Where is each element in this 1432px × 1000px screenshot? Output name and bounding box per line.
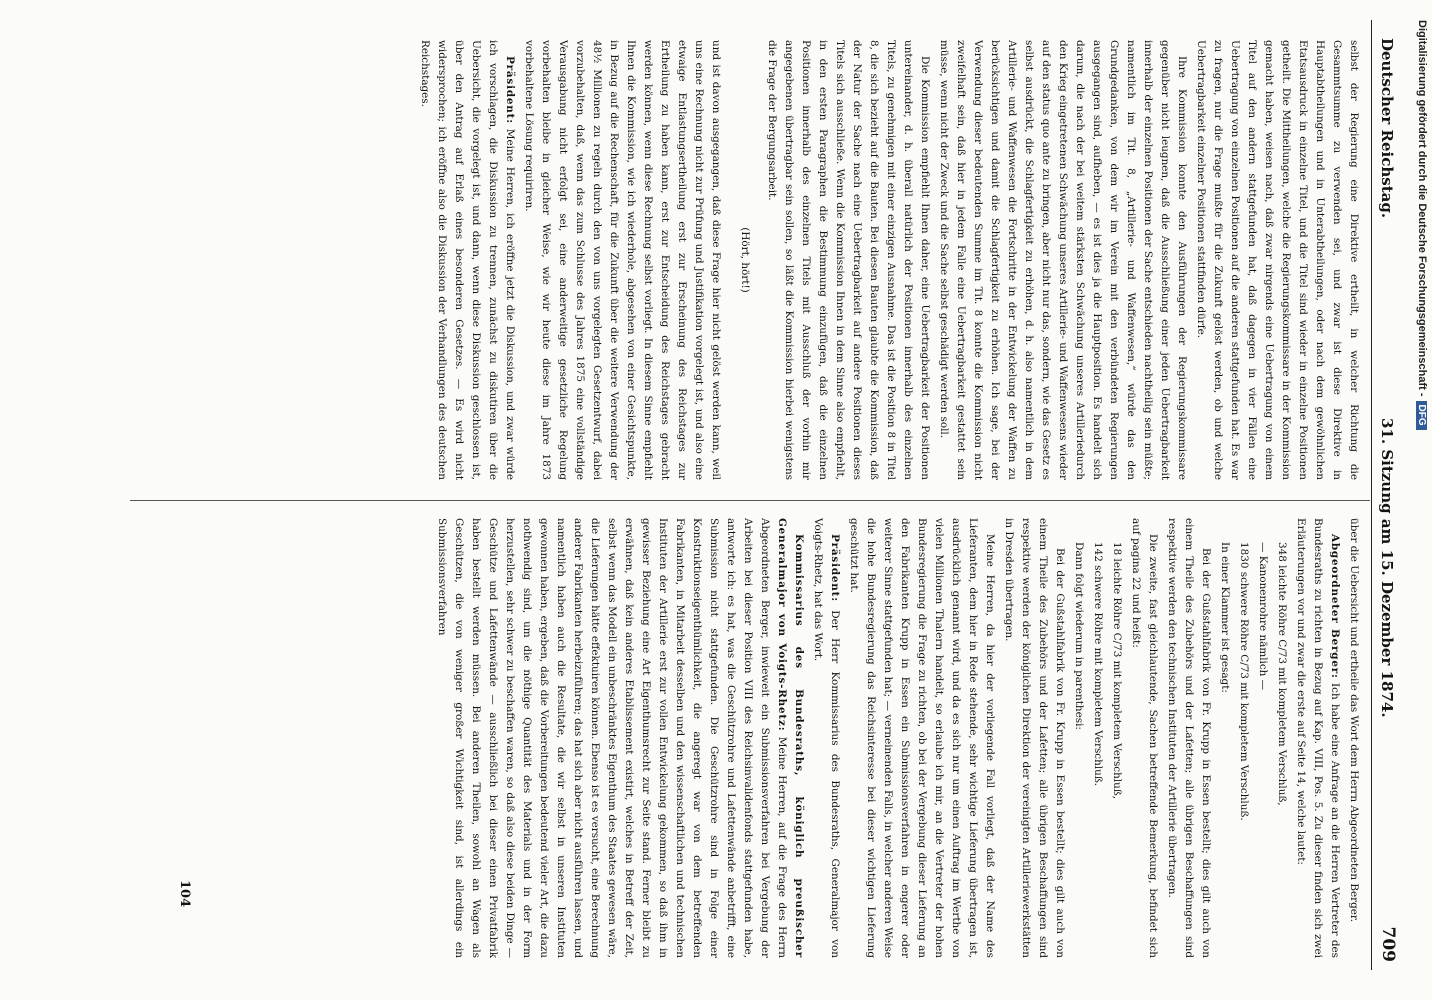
speech-text: Meine Herren, ich eröffne jetzt die Diskussion, und zwar würde ich vorschlagen, die Diskussion zu trennen, zunächst zu diskutiren über die Uebersicht, die vorgelegt ist, und dann, wenn diese Diskussion geschlossen ist, über den Antrag auf Erlaß eines besonderen Gesetzes. — Es wird nicht widersprochen; ich eröffne also die Diskussion der Verhandlungen des deutschen Reichstages. — [419, 40, 516, 480]
speaker-label: Präsident: — [829, 534, 841, 602]
list-item: Dann folgt wiederum in parenthesi: — [1073, 542, 1085, 730]
sheet-number: 104 — [177, 880, 192, 908]
speech-text: Ich habe eine Anfrage an die Herren Vertreter des Bundesraths zu richten in Bezug auf Kap. VIII, Pos. 5. Zu dieser finden sich zwei Erläuterungen vor und zwar die erste auf Seite 14, welche lautet: — [1295, 518, 1341, 958]
speaker-label: Kommissarius des Bundesraths, königlich preußischer Generalmajor von Voigts-Rhetz: — [776, 518, 805, 958]
left-column — [122, 40, 1362, 480]
digitization-credit — [1408, 20, 1428, 980]
paragraph: über die Uebersicht und ertheile das Wort dem Herrn Abgeordneten Berger. — [1348, 518, 1360, 923]
list-item: 1830 schwere Röhre C/73 mit kompletem Verschluß. — [1238, 542, 1250, 821]
page-number: 709 — [1378, 926, 1398, 962]
header-rule — [1371, 20, 1372, 970]
list-item: 348 leichte Röhre C/73 mit kompletem Verschluß, — [1276, 542, 1288, 806]
list-item: In einer Klammer ist gesagt: — [1219, 542, 1231, 693]
speech-paragraph — [1292, 518, 1343, 958]
credit-text: Digitalisierung gefördert durch die Deutsche Forschungsgemeinschaft - — [1416, 20, 1428, 397]
column-divider — [130, 500, 1370, 501]
running-header — [1370, 38, 1398, 962]
dfg-logo: DFG — [1416, 401, 1427, 430]
right-column — [122, 518, 1362, 958]
speaker-label: Präsident: — [504, 56, 516, 124]
list-item: 142 schwere Röhre mit kompletem Verschluß. — [1092, 542, 1104, 787]
closing-paragraph — [416, 40, 518, 480]
speech-paragraph — [433, 518, 807, 958]
credit-text-block — [1416, 20, 1428, 980]
speech-text: Der Herr Kommissarius des Bundesraths, Generalmajor von Voigts-Rhetz, hat das Wort. — [812, 518, 841, 958]
paragraph: selbst der Regierung eine Direktive ertheilt, in welcher Richtung die Gesammtsumme zu verwenden sei, und zwar ist diese Direktive in Hauptabtheilungen und in Unterabtheilungen, oder nach dem gewöhnlichen Etatsausdruck in einzelne Titel, und die Titel sind wieder in einzelne Positionen getheilt. Die Mittheilungen, welche die Regierungskommissare in der Kommission gemacht haben, weisen nach, daß zwar nirgends eine Uebertragung von einem Titel auf den andern stattgefunden hat, daß dagegen in vier Fällen eine Uebertragung von einzelnen Positionen auf die anderen stattgefunden hat. Es war zu fragen, nur die Frage mußte für die Zukunft gelöst werden, ob und welche Uebertragbarkeit einzelner Positionen stattfinden dürfe. — [1195, 40, 1360, 480]
speech-text: Meine Herren, auf die Frage des Herrn Abgeordneten Berger, inwieweit ein Submissionsverfahren bei Vergebung der Arbeiten bei dieser Position VIII des Reichsinvalidenfonds stattgefunden habe, antworte ich: es hat, was die Geschützrohre und Lafettenwände anbetrifft, eine Submission nicht stattgefunden. Die Geschützrohre sind in Folge einer Konstruktionseigenthümlichkeit, die angeregt war von dem betreffenden Fabrikanten, in Mitarbeit desselben und den wissenschaftlichen und technischen Instituten der Artillerie erst zur vollen Entwickelung gekommen, so daß ihm in gewisser Beziehung eine Art Eigenthumsrecht zur Seite stand. Ferner bleibt zu erwähnen, daß kein anderes Etablissement existirt, welches in Betreff der Zeit, selbst wenn das Modell ein unbeschränktes Eigenthum des Staates gewesen wäre, die Lieferungen hätte effektuiren können. Ebenso ist es versucht, eine Berechnung anderer Fabrikanten herbeizuführen; das hat sich aber nicht ausführen lassen, und namentlich haben auch die Resultate, die wir selbst in unseren Instituten gewonnen haben, ergeben, daß die Vorbereitungen bedeutend vieler Art, die dazu nothwendig sind, um die nöthige Quantität des Materials und in der Form herzustellen, sehr schwer zu beschaffen waren, so daß also diese beiden Dinge — Geschütze und Lafettenwände — ausschließlich bei dieser einen Privatfabrik haben bestellt werden müssen. Bei anderen Theilen, sowohl an Wagen als Geschützen, die von weniger großer Wichtigkeit sind, ist allerdings ein Submissionsverfahren — [436, 518, 788, 958]
header-session: 31. Sitzung am 15. Dezember 1874. — [1378, 418, 1396, 718]
list-item: 18 leichte Röhre C/73 mit kompletem Verschluß, — [1111, 542, 1123, 800]
list-item: Bei der Gußstahlfabrik von Fr. Krupp in Essen bestellt; dies gilt auch von einem Theile des Zubehörs und der Lafetten; alle übrigen Beschaffungen sind respektive werden der königlichen Direktion der vereinigten Artilleriewerkstätten in Dresden übertragen. — [1003, 518, 1066, 958]
header-publication: Deutscher Reichstag. — [1378, 38, 1396, 219]
paragraph: Meine Herren, da hier der vorliegende Fall vorliegt, daß der Name des Lieferanten, dem hier in Rede stehende, sehr wichtige Lieferung übertragen ist, ausdrücklich genannt wird, und da es sich nur um einen Auftrag im Werthe von vielen Millionen Thalern handelt, so erlaube ich mir, an die Vertreter der hohen Bundesregierung die Frage zu richten, ob bei der Vergebung dieser Lieferung an den Fabrikanten Krupp in Essen ein Submissionsverfahren in engerer oder weiterer Sinne stattgefunden hat; — verneinenden Falls, in welcher anderen Weise die hohe Bundesregierung das Reichsinteresse bei dieser wichtigen Lieferung geschützt hat. — [848, 518, 996, 958]
paragraph: und ist davon ausgegangen, daß diese Frage hier nicht gelöst werden kann, weil uns eine Rechnung nicht zur Prüfung und Justifikation vorgelegt ist, und also eine etwaige Entlastungsertheilung erst zur Erscheinung des Reichstages zur Ertheilung zu haben kann, erst zur Entscheidung des Reichstages gebracht werden können, wenn diese Rechnung selbst vorliegt. In diesem Sinne empfiehlt Ihnen die Kommission, wie ich wiederhole, abgesehen von einer Gesichtspunkte, in Bezug auf die Rechenschaft, für die Zukunft über die weitere Verwendung der 48½ Millionen zu regeln durch den von uns vorgelegten Gesetzentwurf, dabei vorzubehalten, daß, wenn das zum Schlusse des Jahres 1875 eine vollständige Verausgabung nicht erfolgt sei, eine anderweitige gesetzliche Regelung vorbehalten bleibe in gleicher Weise, wie wir heute diese im Jahre 1873 vorbehaltene Lösung requiriren. — [523, 40, 722, 480]
paragraph: Ihre Kommission konnte den Ausführungen der Regierungskommissare gegenüber nicht leugnen, daß die Ausschließung einer jeden Uebertragbarkeit innerhalb der einzelnen Positionen der Sache entschieden nachtheilig sein müßte; namentlich im Tit. 8, „Artillerie- und Waffenwesen,“ würde das den Grundgedanken, von dem wir im Verein mit den verbündeten Regierungen ausgegangen sind, aufheben, — es ist dies ja die Hauptposition. Es handelt sich darum, die nach der bei weitem stärksten Schwächung unseres Artilleriedurch den Krieg eingetretenen Schwächung unseres Artillerie- und Waffenwesens wieder auf den status quo ante zu bringen, aber nicht nur das, sondern, wie das Gesetz es selbst ausdrückt, die Schlagfertigkeit zu erhöhen, d. h. also namentlich in dem Artillerie- und Waffenwesen die Fortschritte in der Entwickelung der Waffen zu berücksichtigen und damit die Schlagfertigkeit zu erhöhen. Ich sage, bei der Verwendung dieser bedeutenden Summe im Tit. 8 konnte die Kommission nicht zweifelhaft sein, daß hier in jedem Falle eine Uebertragbarkeit gestattet sein müsse, wenn nicht der Zweck und die Sache selbst geschädigt werden soll. — [938, 40, 1188, 480]
interjection: (Hört, hört!) — [739, 227, 751, 293]
speech-paragraph — [809, 518, 843, 958]
paragraph: Die Kommission empfiehlt Ihnen daher, eine Uebertragbarkeit der Positionen untereinander, d. h. überall natürlich der Positionen innerhalb des einzelnen Titels, zu genehmigen mit einer einzigen Ausnahme. Das ist die Position 8 in Titel 8, die sich bezieht auf die Bauten. Bei diesen Bauten glaubte die Kommission, daß der Natur der Sache nach eine Uebertragbarkeit auf andere Positionen dieses Titels sich ausschließe. Wenn die Kommission Ihnen in dem Sinne also empfiehlt, in den ersten Paragraphen die Bestimmung einzufügen, daß die einzelnen Positionen innerhalb des einzelnen Titels mit Ausschluß der vorhin mir angegebenen übertragbar sein sollen, so läßt die Kommission hierbei wenigstens die Frage der Bergungsarbeit. — [766, 40, 931, 480]
list-item: Bei der Gußstahlfabrik von Fr. Krupp in Essen bestellt; dies gilt auch von einem Theile des Zubehörs und der Lafetten; alle übrigen Beschaffungen sind respektive werden den technischen Instituten der Artillerie übertragen. — [1166, 518, 1212, 958]
speaker-label: Abgeordneter Berger: — [1329, 534, 1341, 679]
paragraph: Die zweite, fast gleichlautende, Sachen betreffende Bemerkung, befindet sich auf pagina 22 und heißt: — [1130, 518, 1159, 958]
list-item: — Kanonenrohre nämlich — — [1257, 542, 1269, 691]
